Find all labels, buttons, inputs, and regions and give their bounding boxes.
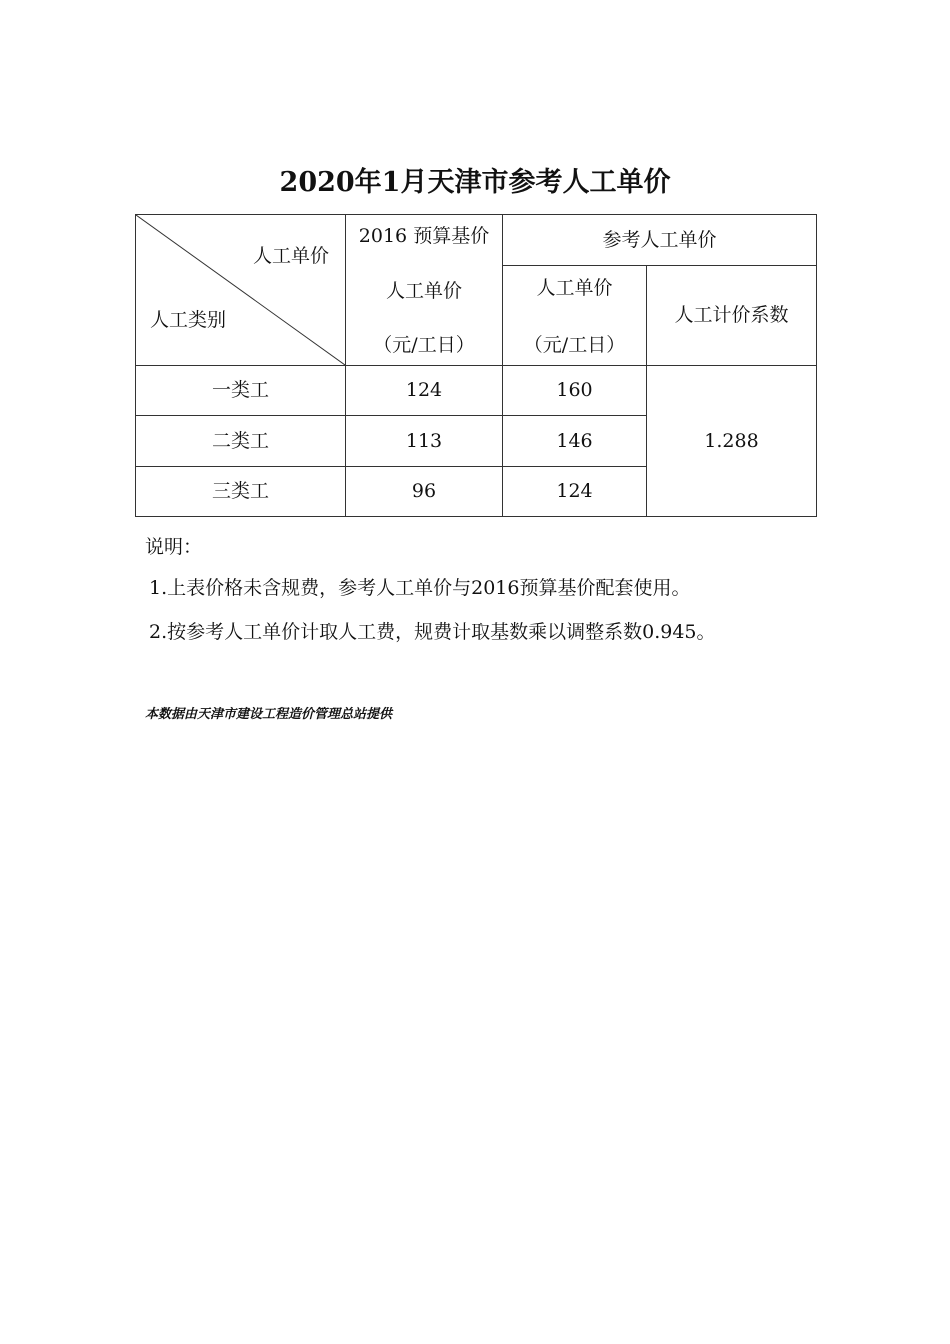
document-title: 2020年1月天津市参考人工单价: [279, 167, 671, 198]
base-price-header-title: 2016 预算基价: [358, 225, 490, 247]
coefficient-cell: 1.288: [647, 366, 817, 517]
diagonal-line: [136, 215, 345, 365]
ref-price-group-header: 参考人工单价: [503, 215, 817, 266]
base-price-header-label: 人工单价: [385, 279, 462, 302]
table-row: [136, 366, 817, 416]
ref-price-header-unit: （元/工日）: [523, 333, 626, 356]
note-item: 1.上表价格未含规费，参考人工单价与2016预算基价配套使用。: [149, 577, 691, 599]
notes-section: [145, 532, 716, 661]
coefficient-header: 人工计价系数: [647, 266, 817, 366]
ref-price-cell: 124: [503, 467, 647, 517]
labor-price-table: [135, 214, 817, 517]
ref-price-header: [503, 266, 647, 366]
ref-price-cell: 146: [503, 416, 647, 467]
diagonal-header-category: 人工类别: [150, 309, 227, 331]
base-price-header: [346, 215, 503, 366]
diagonal-header-price: 人工单价: [252, 245, 329, 267]
category-cell: 二类工: [136, 416, 346, 467]
diagonal-header-cell: [136, 215, 346, 366]
category-cell: 一类工: [136, 366, 346, 416]
source-credit: 本数据由天津市建设工程造价管理总站提供: [145, 707, 393, 722]
ref-price-header-label: 人工单价: [536, 276, 613, 299]
base-price-cell: 96: [346, 467, 503, 517]
base-price-cell: 124: [346, 366, 503, 416]
ref-price-cell: 160: [503, 366, 647, 416]
category-cell: 三类工: [136, 467, 346, 517]
base-price-cell: 113: [346, 416, 503, 467]
base-price-header-unit: （元/工日）: [373, 334, 475, 357]
note-item: 2.按参考人工单价计取人工费，规费计取基数乘以调整系数0.945。: [149, 621, 716, 643]
notes-label: 说明：: [145, 536, 203, 558]
